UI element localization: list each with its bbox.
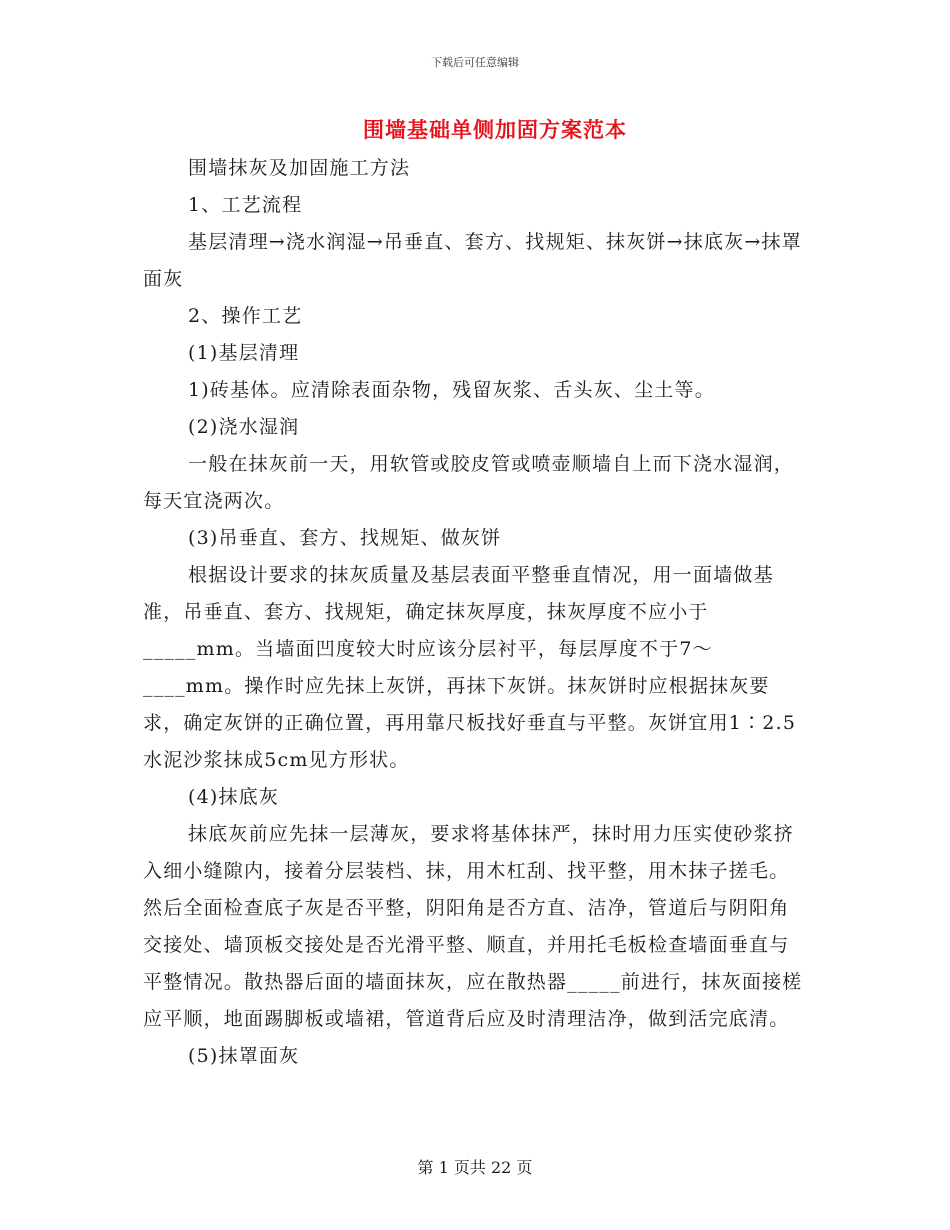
- paragraph: 1)砖基体。应清除表面杂物，残留灰浆、舌头灰、尘土等。: [188, 379, 715, 401]
- subsection-heading: (4)抹底灰: [188, 786, 280, 808]
- subsection-heading: (3)吊垂直、套方、找规矩、做灰饼: [188, 527, 502, 549]
- paragraph: 基层清理→浇水润湿→吊垂直、套方、找规矩、抹灰饼→抹底灰→抹罩面灰: [143, 231, 802, 290]
- document-title: 围墙基础单侧加固方案范本: [363, 117, 627, 142]
- paragraph: 根据设计要求的抹灰质量及基层表面平整垂直情况，用一面墙做基准，吊垂直、套方、找规矩，确定抹灰厚度，抹灰厚度不应小于_____mm。当墙面凹度较大时应该分层衬平，每层厚度不于7～____mm。操作时应先抹上灰饼，再抹下灰饼。抹灰饼时应根据抹灰要求，确定灰饼的正确位置，再用靠尺板找好垂直与平整。灰饼宜用1∶2.5水泥沙浆抹成5cm见方形状。: [143, 564, 797, 771]
- paragraph: 围墙抹灰及加固施工方法: [188, 157, 411, 179]
- section-heading: 1、工艺流程: [188, 194, 303, 216]
- subsection-heading: (5)抹罩面灰: [188, 1045, 300, 1067]
- section-heading: 2、操作工艺: [188, 305, 303, 327]
- header-note: 下载后可任意编辑: [431, 56, 519, 69]
- paragraph: 一般在抹灰前一天，用软管或胶皮管或喷壶顺墙自上而下浇水湿润，每天宜浇两次。: [143, 453, 795, 512]
- subsection-heading: (1)基层清理: [188, 342, 300, 364]
- document-body: [143, 150, 803, 1075]
- paragraph: 抹底灰前应先抹一层薄灰，要求将基体抹严，抹时用力压实使砂浆挤入细小缝隙内，接着分层装档、抹，用木杠刮、找平整，用木抹子搓毛。然后全面检查底子灰是否平整，阴阳角是否方直、洁净，管道后与阴阳角交接处、墙顶板交接处是否光滑平整、顺直，并用托毛板检查墙面垂直与平整情况。散热器后面的墙面抹灰，应在散热器_____前进行，抹灰面接槎应平顺，地面踢脚板或墙裙，管道背后应及时清理洁净，做到活完底清。: [143, 823, 803, 1030]
- page-number: 第 1 页共 22 页: [417, 1158, 533, 1177]
- subsection-heading: (2)浇水湿润: [188, 416, 300, 438]
